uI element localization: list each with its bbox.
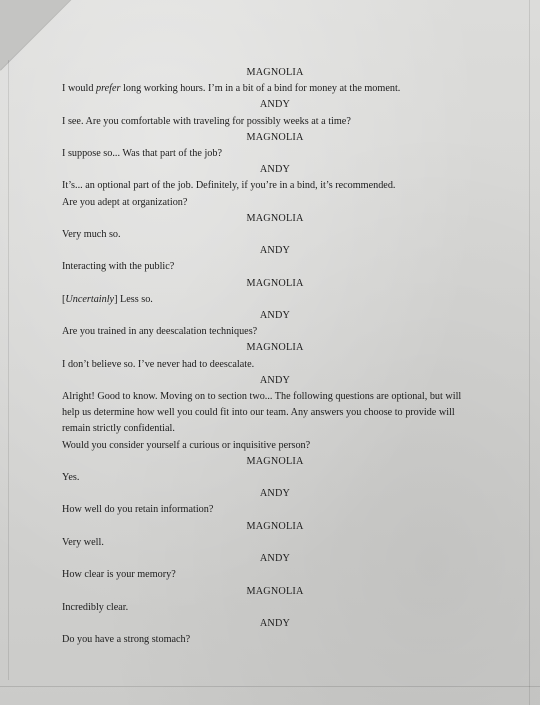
speaker-name: MAGNOLIA bbox=[246, 455, 304, 467]
dialogue-line: Are you trained in any deescalation techniques? bbox=[62, 326, 258, 338]
dialogue-line: Very much so. bbox=[62, 229, 121, 241]
dialogue-line: I suppose so... Was that part of the job? bbox=[62, 148, 222, 160]
speaker-name: MAGNOLIA bbox=[246, 67, 304, 78]
dialogue-line: Incredibly clear. bbox=[62, 601, 129, 613]
dialogue-line: I don’t believe so. I’ve never had to deescalate. bbox=[62, 358, 255, 370]
speaker-name: MAGNOLIA bbox=[246, 520, 304, 532]
speaker-name: MAGNOLIA bbox=[246, 342, 304, 354]
emphasis-text: Uncertainly bbox=[65, 293, 115, 305]
speaker-name: ANDY bbox=[259, 245, 291, 257]
dialogue-text: long working hours. I’m in a bit of a bind for money at the moment. bbox=[120, 83, 401, 95]
speaker-name: ANDY bbox=[259, 164, 291, 176]
dialogue-line: Interacting with the public? bbox=[62, 261, 175, 273]
dialogue-line: How well do you retain information? bbox=[62, 504, 214, 516]
speaker-name: ANDY bbox=[259, 374, 291, 386]
dialogue-line bbox=[62, 81, 482, 97]
dialogue-line bbox=[62, 292, 482, 308]
speaker-name: MAGNOLIA bbox=[246, 212, 304, 224]
emphasis-text: prefer bbox=[95, 83, 121, 95]
dialogue-line: It’s... an optional part of the job. Definitely, if you’re in a bind, it’s recommended. bbox=[62, 180, 396, 192]
speaker-name: MAGNOLIA bbox=[246, 277, 304, 289]
dialogue-line: Yes. bbox=[62, 472, 80, 484]
speaker-name: ANDY bbox=[259, 488, 291, 500]
dialogue-line: remain strictly confidential. bbox=[62, 423, 175, 435]
dialogue-text: ] Less so. bbox=[114, 293, 153, 305]
dialogue-line: Alright! Good to know. Moving on to section two... The following questions are optional, but will bbox=[62, 391, 462, 403]
dialogue-line: help us determine how well you could fit into our team. Any answers you choose to provide will bbox=[62, 407, 455, 419]
page-edge-left bbox=[8, 60, 9, 680]
dialogue-text: [ bbox=[62, 293, 66, 305]
page-edge-right bbox=[529, 0, 530, 705]
dialogue-line: Very well. bbox=[62, 536, 104, 548]
dialogue-line: Would you consider yourself a curious or inquisitive person? bbox=[62, 439, 311, 451]
speaker-name: ANDY bbox=[259, 310, 291, 322]
script-body bbox=[62, 65, 482, 648]
dialogue-line: I see. Are you comfortable with traveling for possibly weeks at a time? bbox=[62, 115, 351, 127]
speaker-name: ANDY bbox=[259, 617, 291, 629]
speaker-name: MAGNOLIA bbox=[246, 131, 304, 143]
speaker-name: ANDY bbox=[259, 99, 291, 111]
dialogue-text: I would bbox=[62, 83, 96, 95]
speaker-name: MAGNOLIA bbox=[246, 585, 304, 597]
dialogue-line: Are you adept at organization? bbox=[62, 196, 188, 208]
dialogue-line: How clear is your memory? bbox=[62, 569, 176, 581]
page-edge-bottom bbox=[0, 686, 540, 687]
speaker-name: ANDY bbox=[259, 553, 291, 565]
dialogue-line: Do you have a strong stomach? bbox=[62, 634, 191, 646]
